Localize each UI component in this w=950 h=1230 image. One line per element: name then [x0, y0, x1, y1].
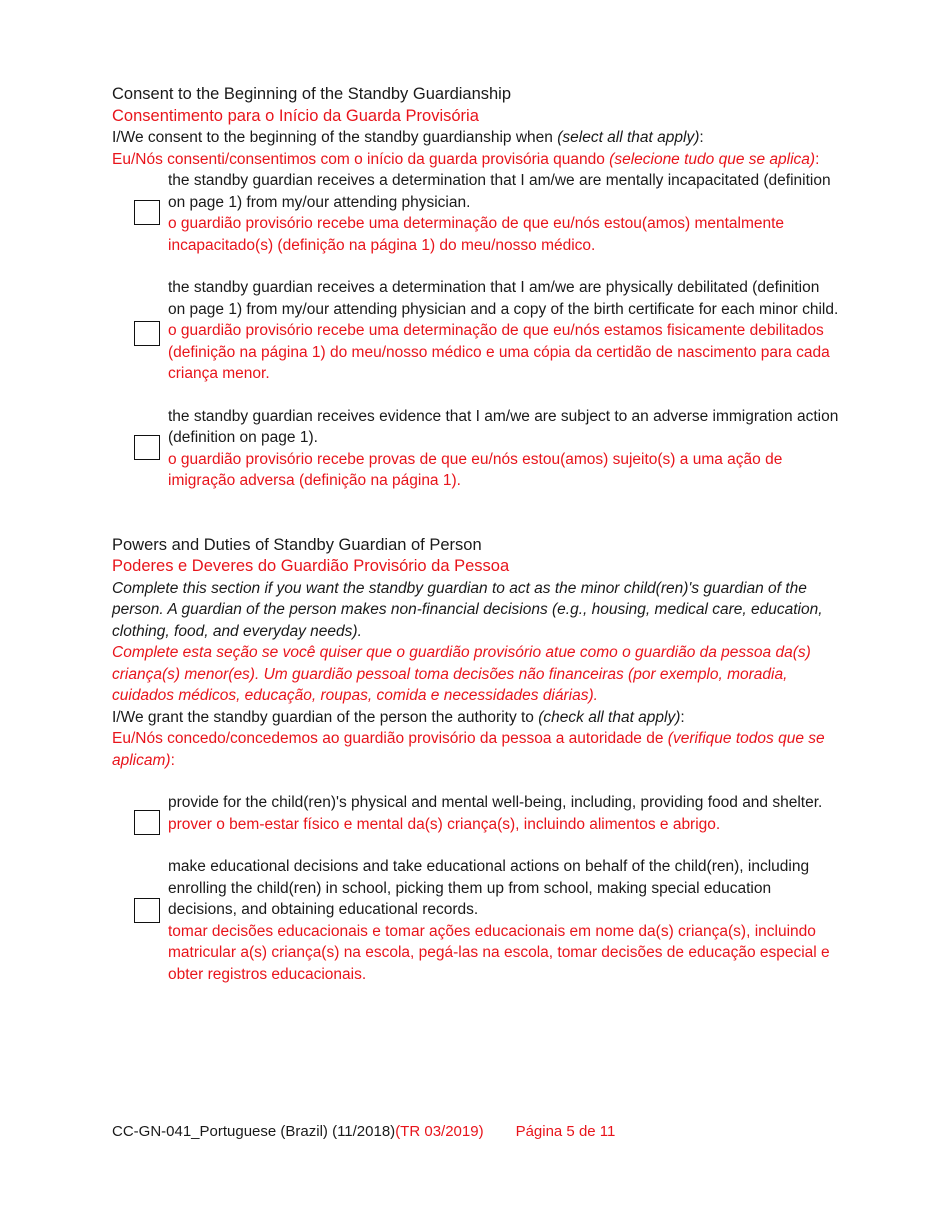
option-text-en: the standby guardian receives evidence that I am/we are subject to an adverse immigration action (definition on page 1). — [168, 407, 839, 446]
power-option-wellbeing — [112, 792, 840, 835]
section-consent — [112, 84, 840, 492]
section-intro-en: I/We grant the standby guardian of the person the authority to (check all that apply): — [112, 708, 685, 726]
section-title-en: Powers and Duties of Standby Guardian of Person — [112, 535, 482, 554]
section-intro-en: I/We consent to the beginning of the standby guardianship when (select all that apply): — [112, 129, 704, 146]
option-text-en: the standby guardian receives a determination that I am/we are physically debilitated (definition on page 1) from my/our attending physician and a copy of the birth certificate for each minor child. — [168, 279, 839, 318]
form-page — [112, 84, 840, 985]
section-powers — [112, 535, 840, 986]
option-text-pt: prover o bem-estar físico e mental da(s) criança(s), incluindo alimentos e abrigo. — [168, 815, 721, 833]
checkbox[interactable] — [134, 435, 160, 460]
consent-option-immigration — [112, 406, 840, 492]
form-id: CC-GN-041_Portuguese (Brazil) (11/2018) — [112, 1123, 396, 1140]
option-text-en: the standby guardian receives a determination that I am/we are mentally incapacitated (definition on page 1) from my/our attending physician. — [168, 172, 831, 211]
power-option-education — [112, 856, 840, 985]
section-intro-pt: Eu/Nós concedo/concedemos ao guardião provisório da pessoa a autoridade de (verifique todos que se aplicam): — [112, 730, 825, 769]
page-number: Página 5 de 11 — [515, 1123, 616, 1140]
option-text-en: make educational decisions and take educational actions on behalf of the child(ren), including enrolling the child(ren) in school, picking them up from school, making special education decisions, and obtaining educational records. — [168, 858, 810, 918]
option-text-pt: o guardião provisório recebe provas de que eu/nós estou(amos) sujeito(s) a uma ação de imigração adversa (definição na página 1). — [168, 450, 783, 489]
consent-option-physical — [112, 277, 840, 385]
section-note-pt: Complete esta seção se você quiser que o guardião provisório atue como o guardião da pessoa da(s) criança(s) menor(es). Um guardião pessoal toma decisões não financeiras (por exemplo, moradia, cuidados médicos, educação, roupas, comida e necessidades diárias). — [112, 644, 811, 704]
checkbox[interactable] — [134, 898, 160, 923]
section-intro-pt: Eu/Nós consenti/consentimos com o início da guarda provisória quando (selecione tudo que se aplica): — [112, 150, 820, 168]
option-text-en: provide for the child(ren)'s physical and mental well-being, including, providing food and shelter. — [168, 794, 823, 811]
option-text-pt: o guardião provisório recebe uma determinação de que eu/nós estou(amos) mentalmente incapacitado(s) (definição na página 1) do meu/nosso médico. — [168, 215, 785, 254]
consent-option-mental — [112, 170, 840, 256]
option-text-pt: tomar decisões educacionais e tomar ações educacionais em nome da(s) criança(s), incluindo matricular a(s) criança(s) na escola, pegá-las na escola, tomar decisões de educação especial e obter registros educacionais. — [168, 922, 830, 983]
checkbox[interactable] — [134, 810, 160, 835]
page-footer — [112, 1121, 615, 1143]
checkbox[interactable] — [134, 200, 160, 225]
section-title-pt: Poderes e Deveres do Guardião Provisório da Pessoa — [112, 557, 510, 575]
checkbox[interactable] — [134, 321, 160, 346]
option-text-pt: o guardião provisório recebe uma determinação de que eu/nós estamos fisicamente debilitados (definição na página 1) do meu/nosso médico e uma cópia da certidão de nascimento para cada criança menor. — [168, 322, 830, 382]
tr-revision: (TR 03/2019) — [395, 1123, 484, 1140]
section-note-en: Complete this section if you want the standby guardian to act as the minor child(ren)'s guardian of the person. A guardian of the person makes non-financial decisions (e.g., housing, medical care, education, clothing, food, and everyday needs). — [112, 579, 823, 640]
section-title-en: Consent to the Beginning of the Standby Guardianship — [112, 85, 512, 103]
section-title-pt: Consentimento para o Início da Guarda Provisória — [112, 106, 479, 125]
